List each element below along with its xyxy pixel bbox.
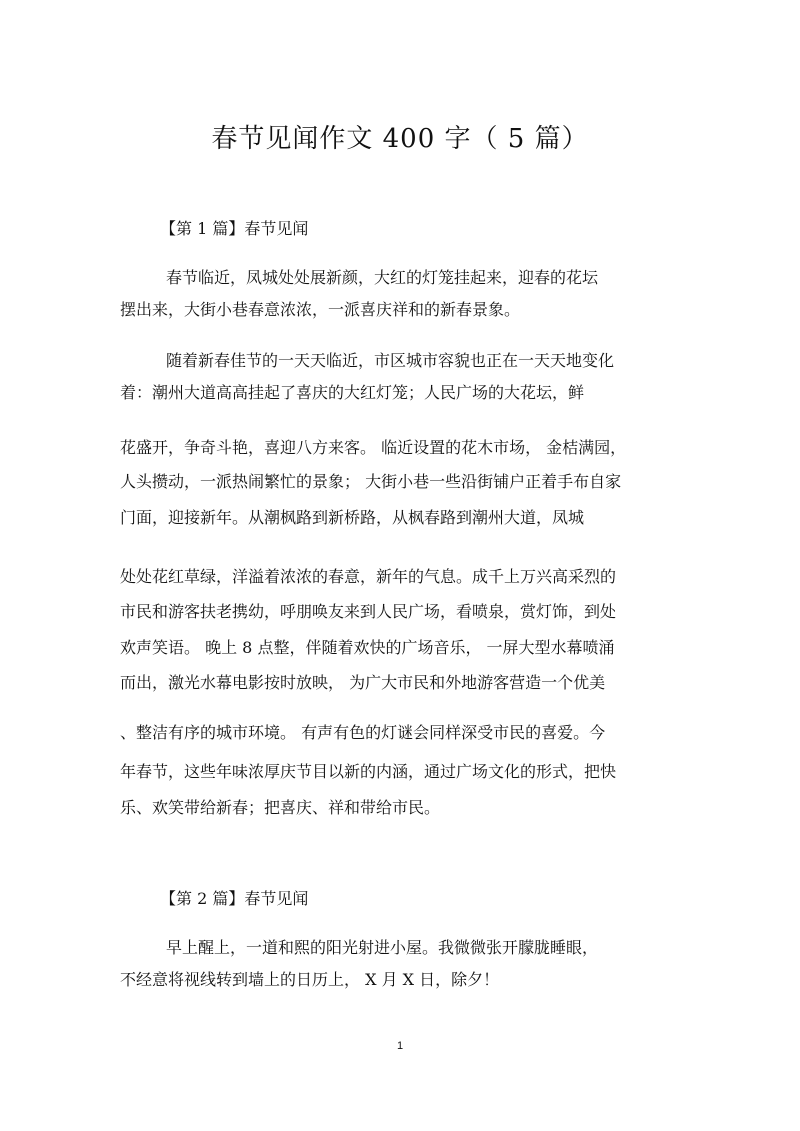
section-1-line-11: 而出，激光水幕电影按时放映， 为广大市民和外地游客营造一个优美 [120, 673, 606, 692]
section-1-line-1: 春节临近，凤城处处展新颜，大红的灯笼挂起来，迎春的花坛 [166, 268, 599, 287]
section-1-line-5: 花盛开，争奇斗艳，喜迎八方来客。 临近设置的花木市场， 金桔满园， [120, 438, 627, 457]
section-1-line-2: 摆出来，大街小巷春意浓浓，一派喜庆祥和的新春景象。 [120, 300, 521, 319]
section-1-line-7: 门面，迎接新年。从潮枫路到新桥路，从枫春路到潮州大道，凤城 [120, 508, 585, 527]
section-2-line-2: 不经意将视线转到墙上的日历上， X 月 X 日，除夕！ [120, 970, 500, 989]
section-1-line-6: 人头攒动，一派热闹繁忙的景象； 大街小巷一些沿街铺户正着手布自家 [120, 472, 622, 491]
section-1-line-8: 处处花红草绿，洋溢着浓浓的春意，新年的气息。成千上万兴高采烈的 [120, 567, 617, 586]
section-2-heading: 【第 2 篇】春节见闻 [160, 889, 309, 908]
section-1-line-9: 市民和游客扶老携幼，呼朋唤友来到人民广场，看喷泉，赏灯饰，到处 [120, 602, 617, 621]
section-1-line-4: 着：潮州大道高高挂起了喜庆的大红灯笼；人民广场的大花坛，鲜 [120, 383, 585, 402]
page-number: 1 [396, 1040, 404, 1052]
section-1-line-13: 年春节，这些年味浓厚庆节目以新的内涵，通过广场文化的形式，把快 [120, 762, 617, 781]
document-title: 春节见闻作文 400 字（ 5 篇） [211, 124, 589, 154]
section-1-heading: 【第 1 篇】春节见闻 [160, 219, 309, 238]
section-1-line-10: 欢声笑语。 晚上 8 点整，伴随着欢快的广场音乐， 一屏大型水幕喷涌 [120, 638, 615, 657]
section-1-line-12: 、整洁有序的城市环境。 有声有色的灯谜会同样深受市民的喜爱。今 [120, 723, 606, 742]
section-1-line-14: 乐、欢笑带给新春；把喜庆、祥和带给市民。 [120, 798, 441, 817]
section-2-line-1: 早上醒上，一道和熙的阳光射进小屋。我微微张开朦胧睡眼， [166, 938, 599, 957]
section-1-line-3: 随着新春佳节的一天天临近，市区城市容貌也正在一天天地变化 [166, 351, 615, 370]
